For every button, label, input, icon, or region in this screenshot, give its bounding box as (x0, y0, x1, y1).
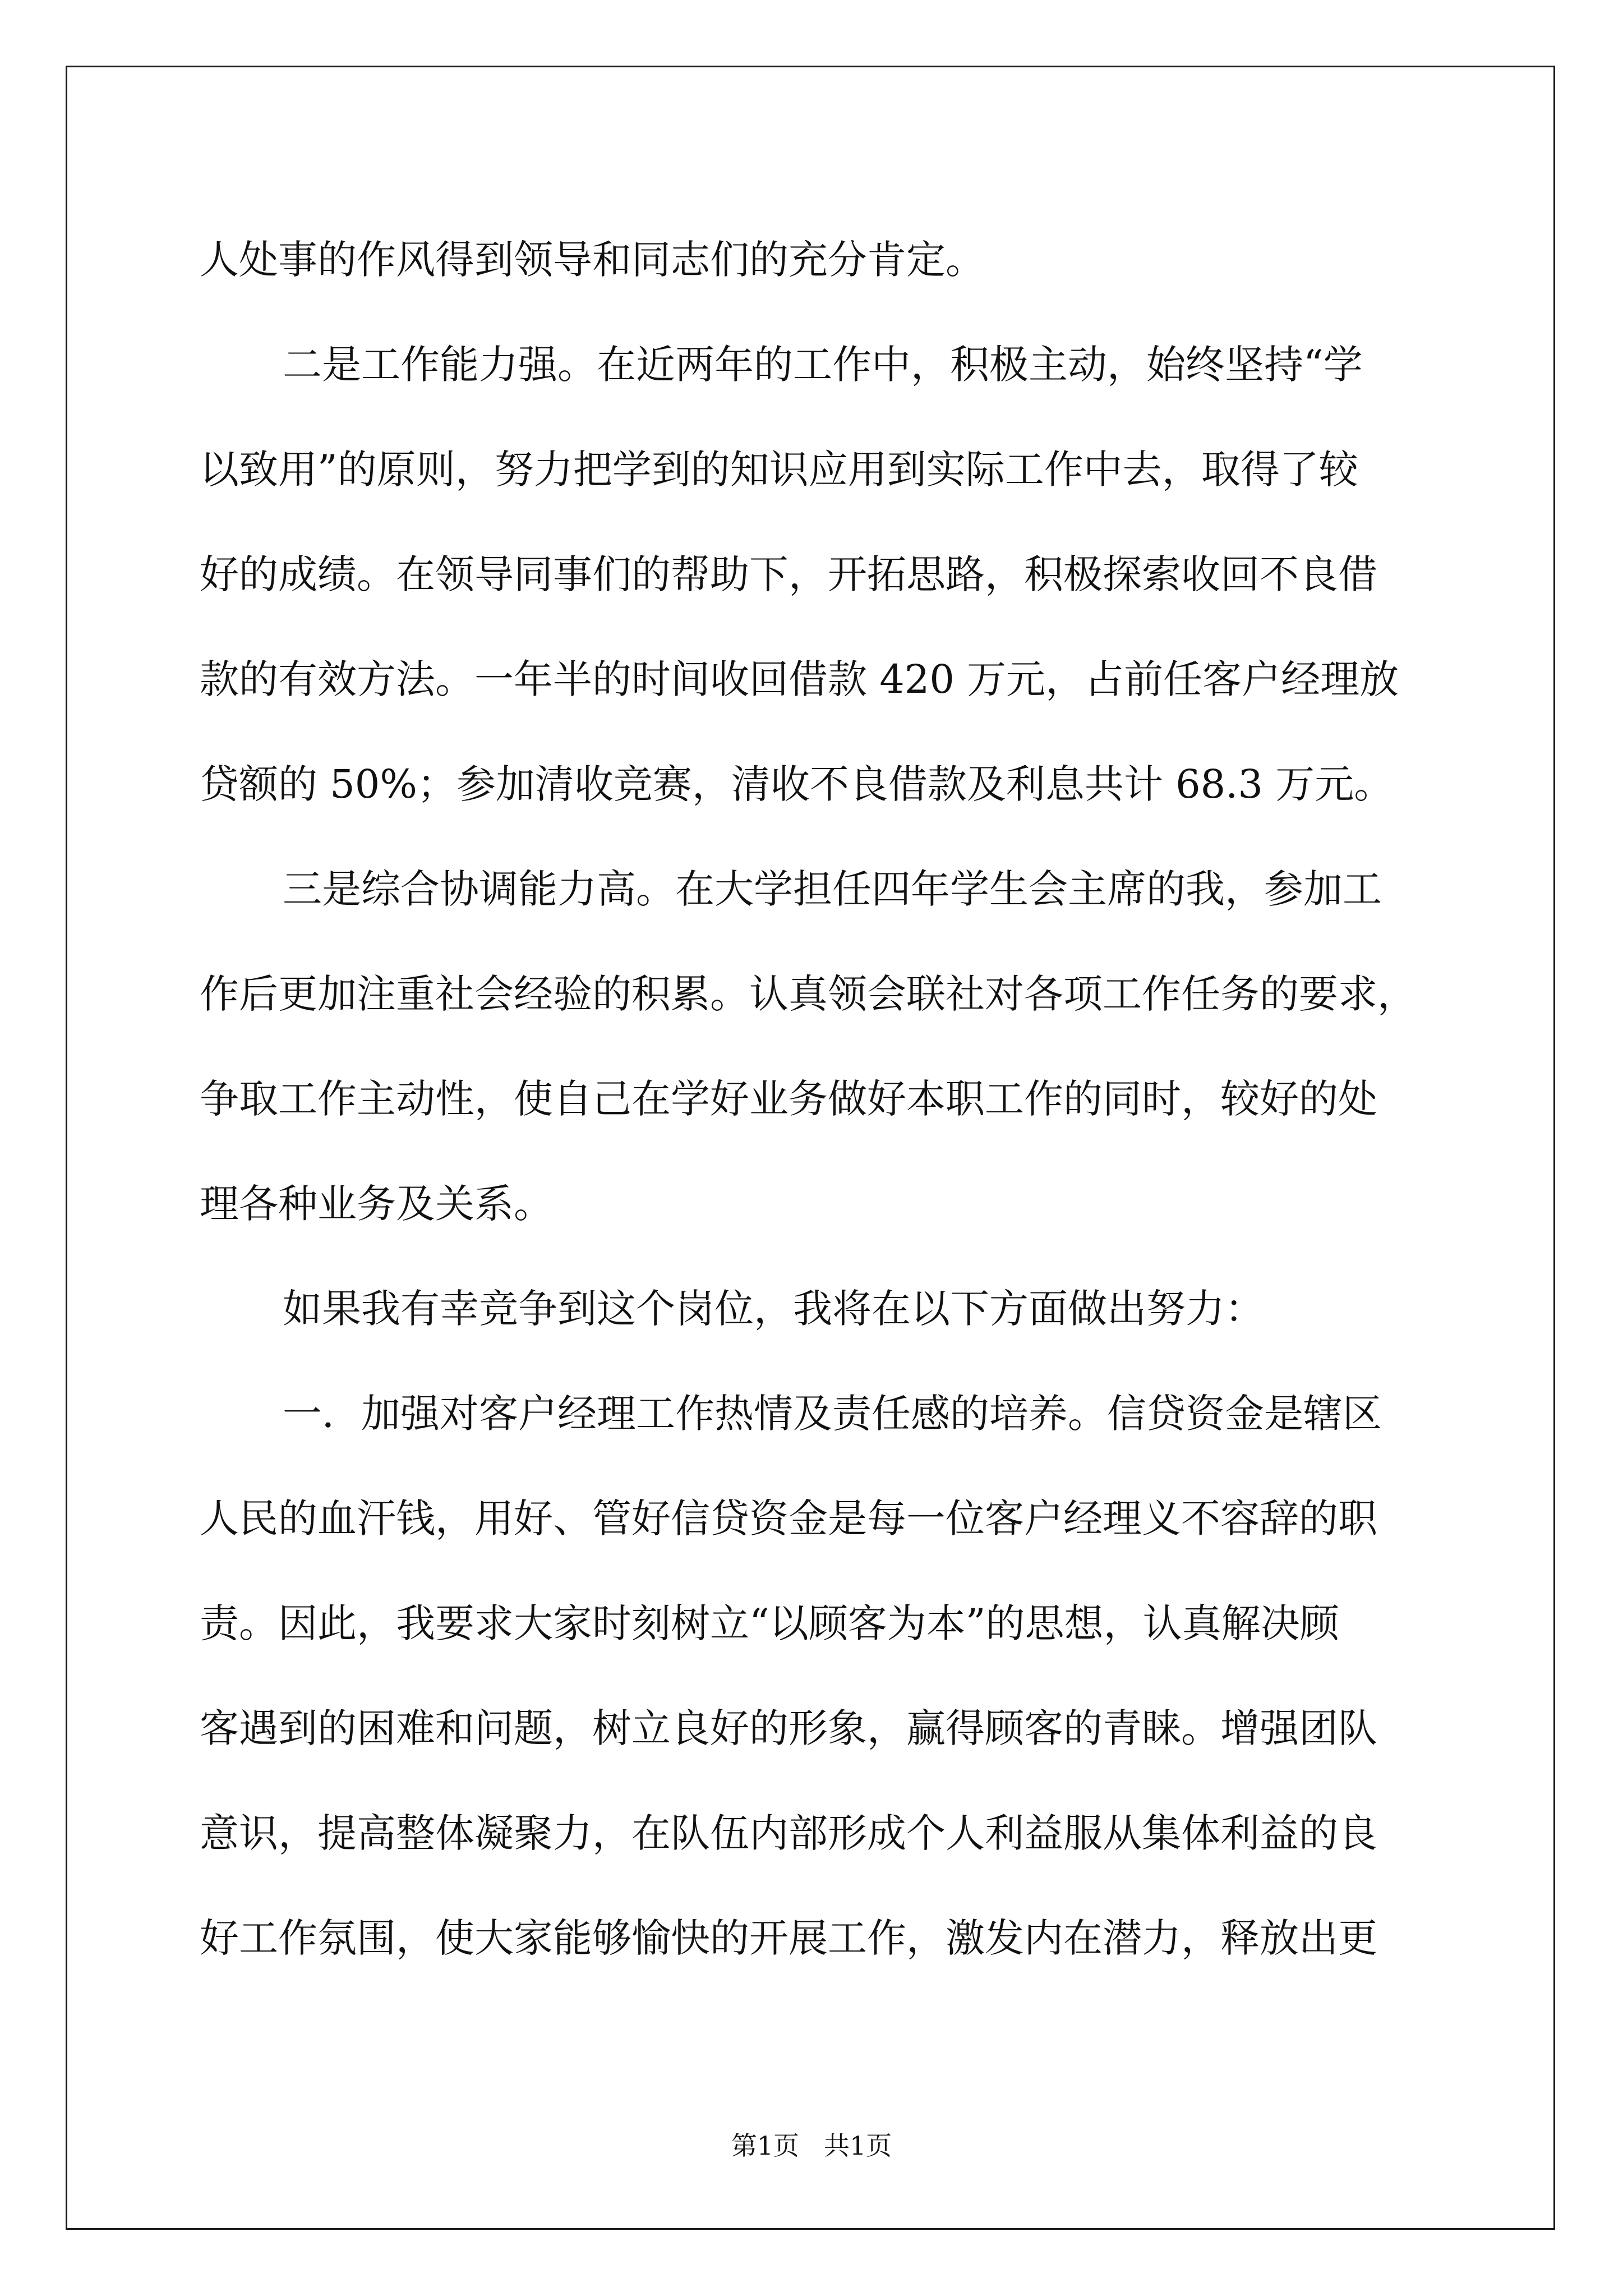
text-line: 二是工作能力强。在近两年的工作中，积极主动，始终坚持“学 (283, 342, 1363, 388)
text-line: 好工作氛围，使大家能够愉快的开展工作，激发内在潜力，释放出更 (200, 1915, 1377, 1961)
text-line: 一．加强对客户经理工作热情及责任感的培养。信贷资金是辖区 (283, 1391, 1382, 1437)
text-line: 款的有效方法。一年半的时间收回借款 420 万元，占前任客户经理放 (200, 656, 1399, 702)
text-line: 如果我有幸竞争到这个岗位，我将在以下方面做出努力： (283, 1286, 1264, 1332)
text-line: 好的成绩。在领导同事们的帮助下，开拓思路，积极探索收回不良借 (200, 551, 1377, 597)
page-total: 共1页 (823, 2131, 892, 2161)
page-number: 第1页 (731, 2131, 800, 2161)
text-line: 贷额的 50%；参加清收竞赛，清收不良借款及利息共计 68.3 万元。 (200, 761, 1394, 807)
text-line: 客遇到的困难和问题，树立良好的形象，赢得顾客的青睐。增强团队 (200, 1705, 1377, 1751)
text-line: 意识，提高整体凝聚力，在队伍内部形成个人利益服从集体利益的良 (200, 1810, 1377, 1856)
text-line: 作后更加注重社会经验的积累。认真领会联社对各项工作任务的要求， (200, 971, 1417, 1017)
text-line: 争取工作主动性，使自己在学好业务做好本职工作的同时，较好的处 (200, 1076, 1377, 1122)
text-line: 以致用”的原则，努力把学到的知识应用到实际工作中去，取得了较 (200, 447, 1358, 493)
text-line: 理各种业务及关系。 (200, 1181, 553, 1227)
text-line: 人民的血汗钱，用好、管好信贷资金是每一位客户经理义不容辞的职 (200, 1496, 1377, 1542)
text-line: 责。因此，我要求大家时刻树立“以顾客为本”的思想，认真解决顾 (200, 1600, 1339, 1646)
document-body (200, 208, 1433, 1991)
text-line: 人处事的作风得到领导和同志们的充分肯定。 (200, 237, 985, 283)
page-footer (0, 2129, 1623, 2162)
text-line: 三是综合协调能力高。在大学担任四年学生会主席的我，参加工 (283, 866, 1382, 912)
